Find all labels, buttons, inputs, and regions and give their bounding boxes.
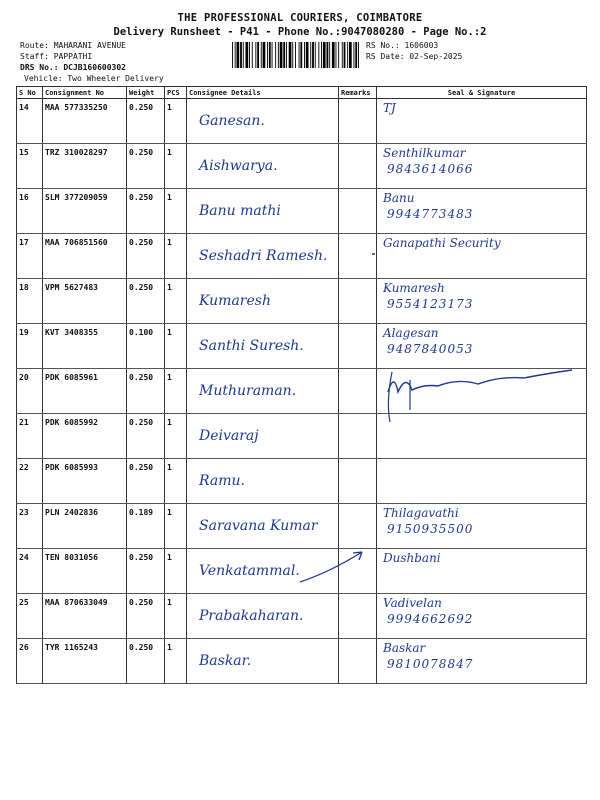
- signature-handwriting: Ganapathi Security: [383, 236, 501, 250]
- barcode-bar: [283, 42, 285, 68]
- row-consignment-no: PDK 6085961: [43, 369, 127, 414]
- row-sno: 26: [17, 639, 43, 684]
- table-row: [17, 369, 587, 414]
- barcode-bar: [318, 42, 319, 68]
- signature-handwriting: Kumaresh: [383, 281, 445, 295]
- barcode-bar: [338, 42, 339, 68]
- barcode-bar: [336, 42, 337, 68]
- signature-phone: 9810078847: [387, 657, 474, 671]
- row-consignment-no: MAA 577335250: [43, 99, 127, 144]
- table-row: [17, 414, 587, 459]
- signature-handwriting: TJ: [383, 101, 396, 115]
- signature-phone: 9150935500: [387, 522, 474, 536]
- row-signature-cell: [377, 189, 587, 234]
- table-row: [17, 189, 587, 234]
- row-sno: 17: [17, 234, 43, 279]
- row-pcs: 1: [165, 324, 187, 369]
- runsheet-subtitle: Delivery Runsheet - P41 - Phone No.:9047080280 - Page No.:2: [113, 26, 487, 38]
- row-remarks: [339, 369, 377, 414]
- barcode-bar: [344, 42, 346, 68]
- barcode-bar: [321, 42, 322, 68]
- row-signature-cell: [377, 279, 587, 324]
- row-sno: 23: [17, 504, 43, 549]
- row-signature-cell: [377, 639, 587, 684]
- col-header-sno: S No: [17, 87, 43, 99]
- row-remarks: [339, 234, 377, 279]
- row-consignment-no: VPM 5627483: [43, 279, 127, 324]
- consignee-handwriting: Ganesan.: [199, 113, 265, 129]
- row-remarks: [339, 414, 377, 459]
- col-header-consignment: Consignment No: [43, 87, 127, 99]
- row-weight: 0.250: [127, 594, 165, 639]
- signature-handwriting: Dushbani: [383, 551, 441, 565]
- row-consignment-no: KVT 3408355: [43, 324, 127, 369]
- company-title: THE PROFESSIONAL COURIERS, COIMBATORE: [177, 12, 423, 24]
- row-remarks: [339, 279, 377, 324]
- signature-handwriting: Vadivelan: [383, 596, 442, 610]
- signature-phone: 9554123173: [387, 297, 474, 311]
- row-sno: 18: [17, 279, 43, 324]
- barcode-bar: [304, 42, 305, 68]
- row-consignment-no: SLM 377209059: [43, 189, 127, 234]
- row-signature-cell: [377, 99, 587, 144]
- table-row: [17, 504, 587, 549]
- row-sno: 21: [17, 414, 43, 459]
- table-row: [17, 279, 587, 324]
- row-pcs: 1: [165, 189, 187, 234]
- row-sno: 16: [17, 189, 43, 234]
- row-consignment-no: TYR 1165243: [43, 639, 127, 684]
- row-remarks: [339, 144, 377, 189]
- row-consignment-no: MAA 870633049: [43, 594, 127, 639]
- signature-phone: 9487840053: [387, 342, 474, 356]
- barcode-bar: [295, 42, 296, 68]
- consignee-handwriting: Aishwarya.: [199, 158, 278, 174]
- table-row: [17, 324, 587, 369]
- row-consignment-no: PDK 6085993: [43, 459, 127, 504]
- row-remarks: [339, 99, 377, 144]
- barcode-bar: [275, 42, 276, 68]
- col-header-remarks: Remarks: [339, 87, 377, 99]
- consignee-handwriting: Santhi Suresh.: [199, 338, 304, 354]
- row-weight: 0.250: [127, 414, 165, 459]
- row-sno: 14: [17, 99, 43, 144]
- row-pcs: 1: [165, 144, 187, 189]
- row-signature-cell: [377, 324, 587, 369]
- consignee-handwriting: Saravana Kumar: [199, 518, 318, 534]
- row-consignee-cell: [187, 594, 339, 639]
- row-weight: 0.250: [127, 189, 165, 234]
- barcode-bar: [235, 42, 236, 68]
- barcode-bar: [240, 42, 242, 68]
- row-consignee-cell: [187, 549, 339, 594]
- row-consignment-no: PDK 6085992: [43, 414, 127, 459]
- barcode-bar: [310, 42, 311, 68]
- barcode-bar: [347, 42, 348, 68]
- row-consignee-cell: [187, 189, 339, 234]
- barcode-bar: [249, 42, 250, 68]
- barcode-bar: [246, 42, 249, 68]
- vehicle-info: Vehicle: Two Wheeler Delivery: [24, 74, 164, 83]
- consignee-handwriting: Ramu.: [199, 473, 245, 489]
- col-header-weight: Weight: [127, 87, 165, 99]
- table-row: [17, 594, 587, 639]
- barcode-bar: [263, 42, 266, 68]
- row-sno: 19: [17, 324, 43, 369]
- table-header-row: [17, 87, 587, 99]
- row-consignment-no: TEN 8031056: [43, 549, 127, 594]
- table-row: [17, 639, 587, 684]
- rs-date: RS Date: 02-Sep-2025: [366, 52, 463, 61]
- barcode-bar: [358, 42, 359, 68]
- table-row: [17, 99, 587, 144]
- table-row: [17, 144, 587, 189]
- barcode-bar: [269, 42, 271, 68]
- signature-phone: 9944773483: [387, 207, 474, 221]
- drs-number: DRS No.: DCJB160600302: [20, 63, 126, 72]
- signature-handwriting: Baskar: [383, 641, 426, 655]
- table-row: [17, 459, 587, 504]
- row-consignee-cell: [187, 279, 339, 324]
- row-weight: 0.250: [127, 459, 165, 504]
- consignee-handwriting: Muthuraman.: [199, 383, 297, 399]
- barcode-bar: [306, 42, 309, 68]
- signature-handwriting: Banu: [383, 191, 415, 205]
- barcode-bar: [280, 42, 283, 68]
- row-consignment-no: MAA 706851560: [43, 234, 127, 279]
- row-remarks: [339, 189, 377, 234]
- row-remarks: [339, 324, 377, 369]
- row-remarks: [339, 549, 377, 594]
- row-pcs: 1: [165, 459, 187, 504]
- row-remarks: [339, 504, 377, 549]
- signature-handwriting: Senthilkumar: [383, 146, 466, 160]
- consignee-handwriting: Venkatammal.: [199, 563, 300, 579]
- barcode-bar: [329, 42, 330, 68]
- barcode-bar: [315, 42, 316, 68]
- barcode-bar: [323, 42, 326, 68]
- row-pcs: 1: [165, 594, 187, 639]
- barcode-bar: [278, 42, 279, 68]
- row-weight: 0.250: [127, 549, 165, 594]
- col-header-consignee: Consignee Details: [187, 87, 339, 99]
- row-remarks: [339, 594, 377, 639]
- barcode-bar: [252, 42, 253, 68]
- row-signature-cell: [377, 549, 587, 594]
- barcode-bar: [237, 42, 240, 68]
- col-header-signature: Seal & Signature: [377, 87, 587, 99]
- table-row: [17, 234, 587, 279]
- barcode-bar: [255, 42, 256, 68]
- barcode-bar: [267, 42, 268, 68]
- row-weight: 0.250: [127, 639, 165, 684]
- row-weight: 0.189: [127, 504, 165, 549]
- row-pcs: 1: [165, 234, 187, 279]
- staff-info: Staff: PAPPATHI: [20, 52, 93, 61]
- row-signature-cell: [377, 594, 587, 639]
- barcode-bar: [300, 42, 302, 68]
- row-pcs: 1: [165, 369, 187, 414]
- row-sno: 22: [17, 459, 43, 504]
- barcode-bar: [299, 42, 300, 68]
- barcode-bar: [292, 42, 293, 68]
- barcode-bar: [272, 42, 273, 68]
- row-consignee-cell: [187, 369, 339, 414]
- barcode-bar: [327, 42, 329, 68]
- barcode-bar: [289, 42, 292, 68]
- col-header-pcs: PCS: [165, 87, 187, 99]
- row-sno: 20: [17, 369, 43, 414]
- row-sno: 15: [17, 144, 43, 189]
- row-consignment-no: PLN 2402836: [43, 504, 127, 549]
- row-pcs: 1: [165, 279, 187, 324]
- row-signature-cell: [377, 414, 587, 459]
- barcode-image: [232, 42, 362, 68]
- signature-handwriting: Thilagavathi: [383, 506, 459, 520]
- consignee-handwriting: Kumaresh: [199, 293, 271, 309]
- row-weight: 0.250: [127, 234, 165, 279]
- barcode-bar: [257, 42, 259, 68]
- barcode-bar: [332, 42, 335, 68]
- row-consignee-cell: [187, 639, 339, 684]
- barcode-bar: [354, 42, 355, 68]
- rs-number: RS No.: 1606003: [366, 41, 439, 50]
- row-signature-cell: [377, 459, 587, 504]
- row-weight: 0.250: [127, 144, 165, 189]
- row-sno: 24: [17, 549, 43, 594]
- row-pcs: 1: [165, 414, 187, 459]
- consignee-handwriting: Banu mathi: [199, 203, 281, 219]
- row-consignee-cell: [187, 324, 339, 369]
- barcode-bar: [312, 42, 314, 68]
- row-signature-cell: [377, 504, 587, 549]
- runsheet-table: [16, 86, 587, 684]
- row-consignee-cell: [187, 144, 339, 189]
- signature-handwriting: Alagesan: [383, 326, 439, 340]
- barcode-bar: [286, 42, 287, 68]
- row-pcs: 1: [165, 549, 187, 594]
- row-weight: 0.250: [127, 279, 165, 324]
- row-signature-cell: [377, 234, 587, 279]
- row-weight: 0.100: [127, 324, 165, 369]
- row-consignee-cell: [187, 414, 339, 459]
- row-signature-cell: [377, 369, 587, 414]
- row-remarks: [339, 459, 377, 504]
- barcode-bar: [355, 42, 357, 68]
- consignee-handwriting: Seshadri Ramesh.: [199, 248, 328, 264]
- row-consignee-cell: [187, 234, 339, 279]
- row-signature-cell: [377, 144, 587, 189]
- consignee-handwriting: Deivaraj: [199, 428, 259, 444]
- row-sno: 25: [17, 594, 43, 639]
- signature-phone: 9994662692: [387, 612, 474, 626]
- row-pcs: 1: [165, 639, 187, 684]
- row-weight: 0.250: [127, 369, 165, 414]
- barcode-bar: [232, 42, 233, 68]
- table-row: [17, 549, 587, 594]
- route-info: Route: MAHARANI AVENUE: [20, 41, 126, 50]
- barcode-bar: [349, 42, 352, 68]
- consignee-handwriting: Baskar.: [199, 653, 252, 669]
- row-consignee-cell: [187, 99, 339, 144]
- row-pcs: 1: [165, 99, 187, 144]
- row-consignee-cell: [187, 504, 339, 549]
- barcode-bar: [342, 42, 343, 68]
- row-weight: 0.250: [127, 99, 165, 144]
- consignee-handwriting: Prabakaharan.: [199, 608, 304, 624]
- row-pcs: 1: [165, 504, 187, 549]
- row-consignment-no: TRZ 310028297: [43, 144, 127, 189]
- barcode-bar: [261, 42, 262, 68]
- signature-phone: 9843614066: [387, 162, 474, 176]
- barcode-bar: [243, 42, 244, 68]
- row-remarks: [339, 639, 377, 684]
- row-consignee-cell: [187, 459, 339, 504]
